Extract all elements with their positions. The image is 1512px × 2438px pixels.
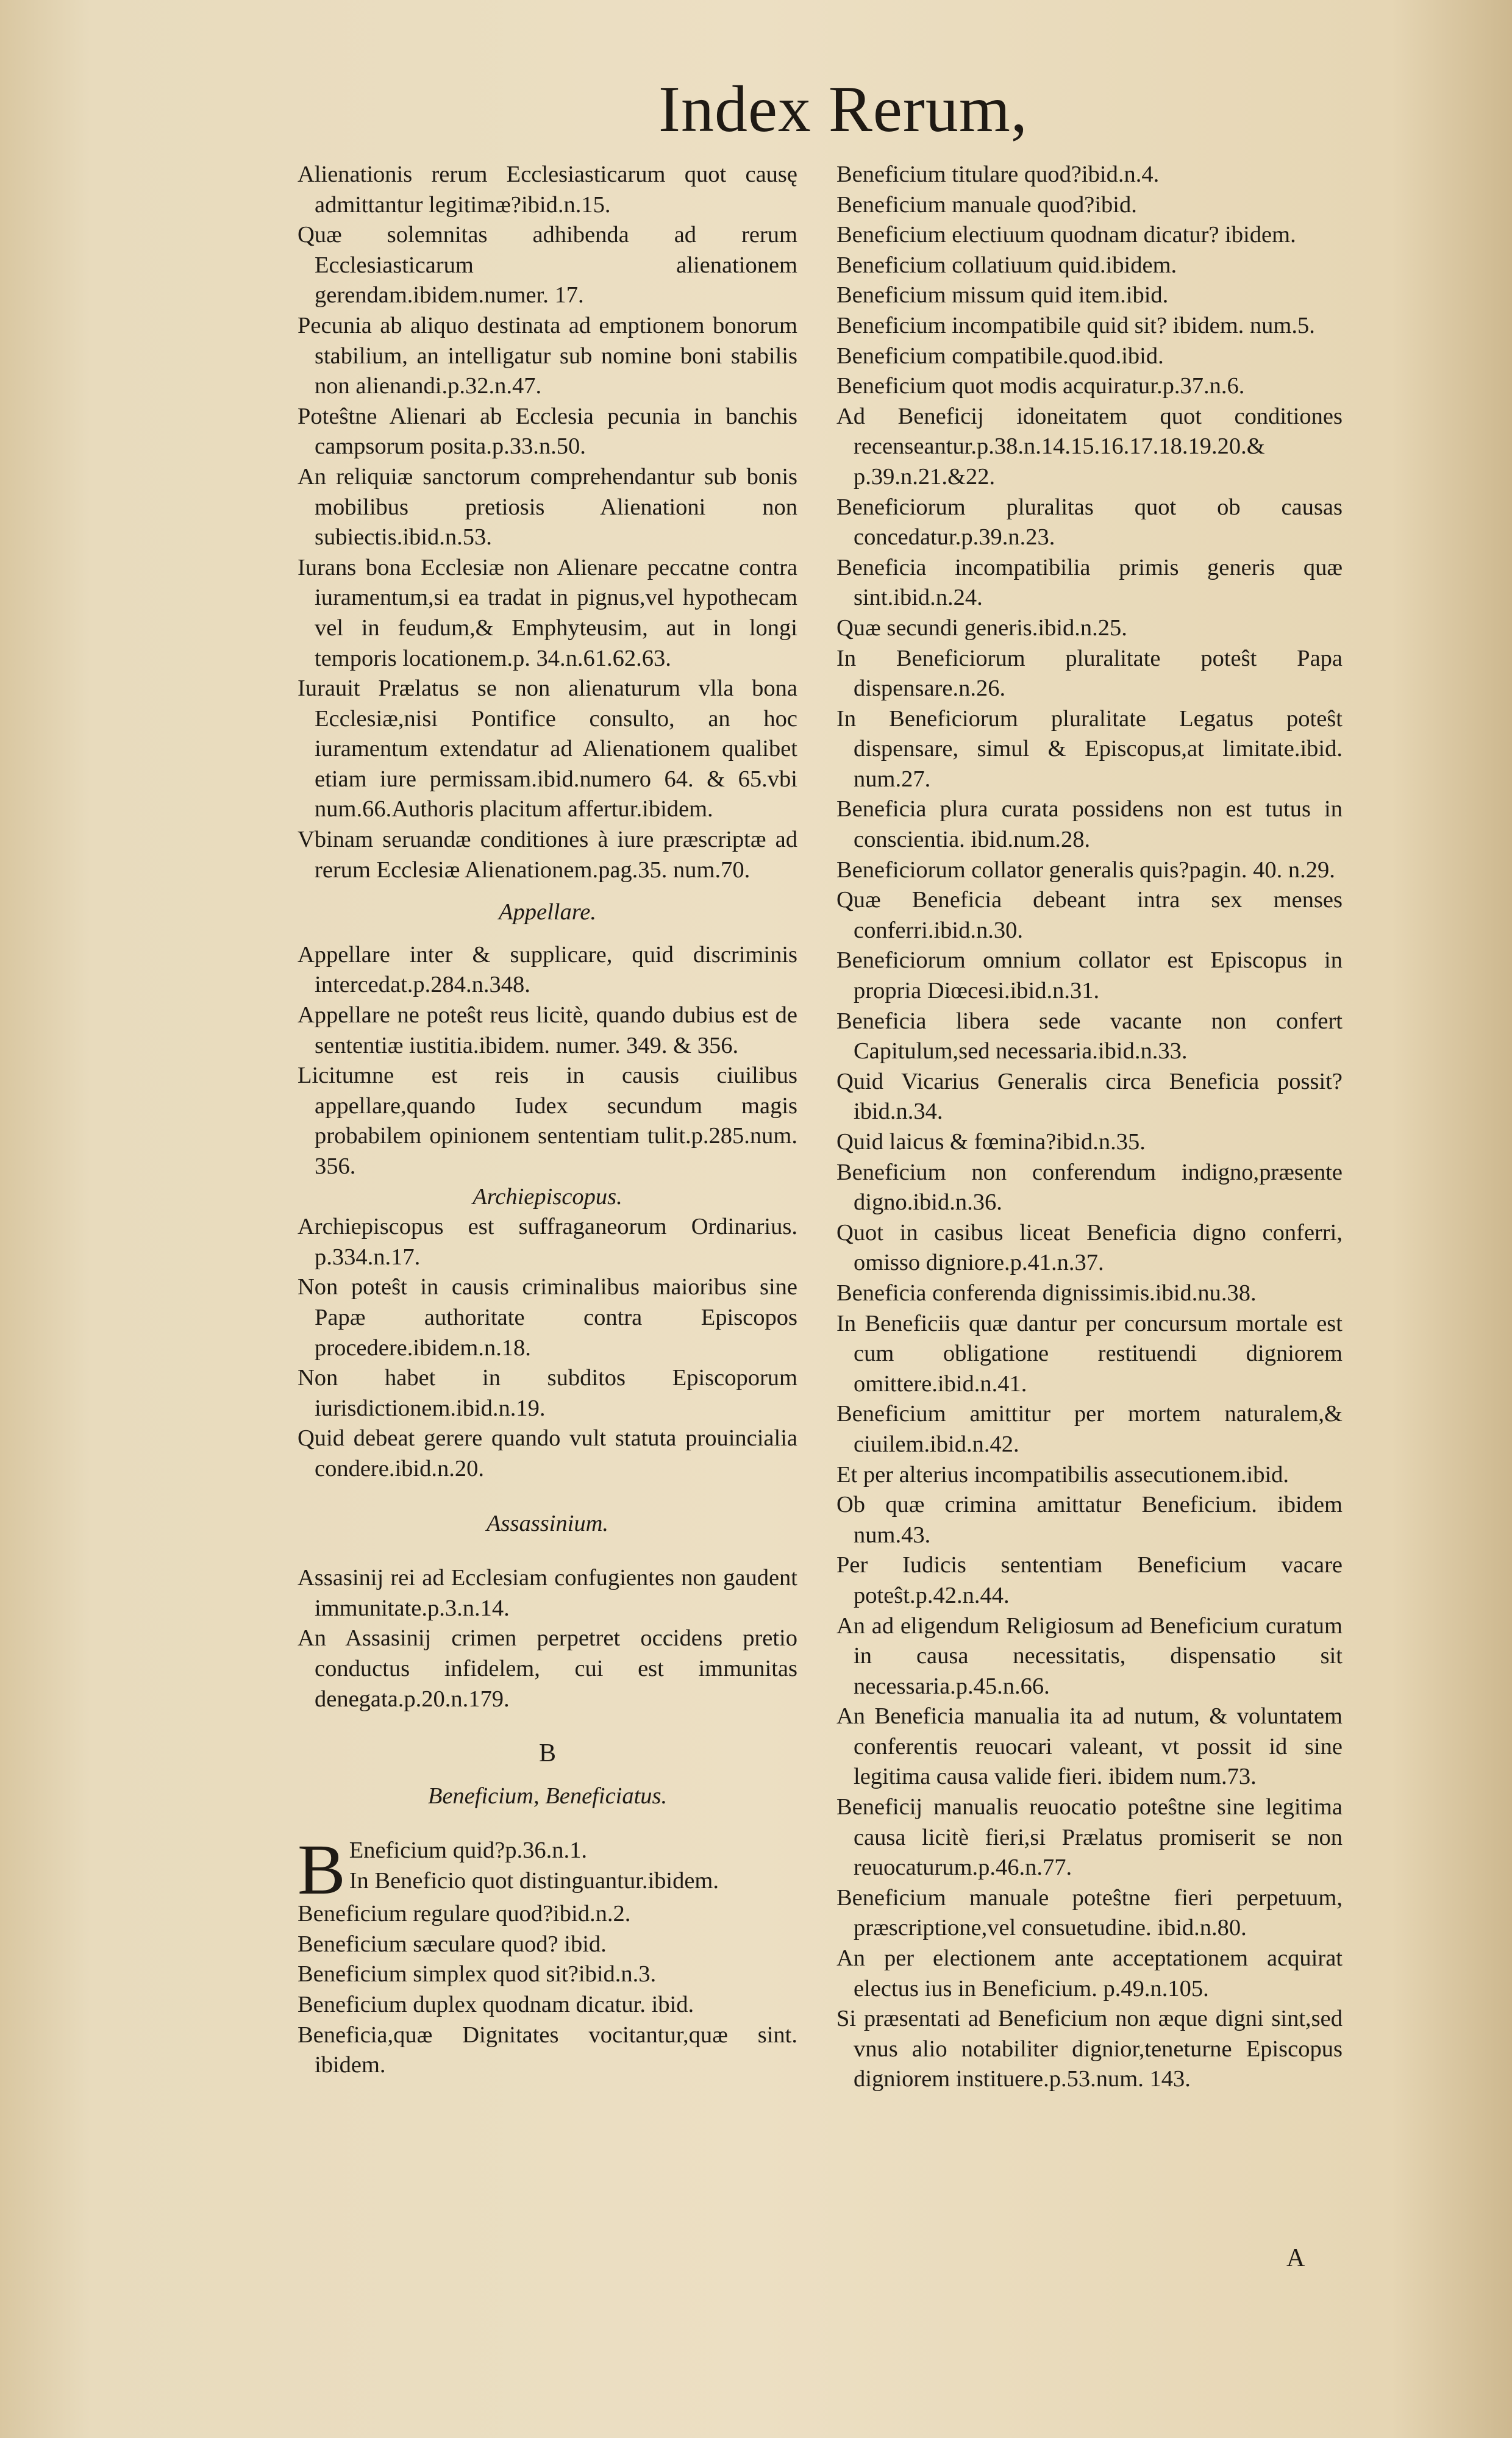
index-entry: Beneficium sæculare quod? ibid. <box>298 1931 607 1957</box>
alienatio-entries <box>298 160 797 885</box>
index-entry: Beneficia libera sede vacante non confert Capitulum,sed necessaria.ibid.n.33. <box>836 1008 1343 1064</box>
index-entry: An ad eligendum Religiosum ad Beneficium curatum in causa necessitatis, dispensatio sit necessaria.p.45.n.66. <box>836 1613 1343 1699</box>
index-entry: Assasinij rei ad Ecclesiam confugientes non gaudent immunitate.p.3.n.14. <box>298 1565 797 1621</box>
index-entry: Non poteŝt in causis criminalibus maioribus sine Papæ authoritate contra Episcopos procedere.ibidem.n.18. <box>298 1274 797 1361</box>
index-entry: Beneficia incompatibilia primis generis quæ sint.ibid.n.24. <box>836 554 1343 611</box>
heading-archiepiscopus: Archiepiscopus. <box>472 1183 622 1210</box>
index-entry: Quæ solemnitas adhibenda ad rerum Ecclesiasticarum alienationem gerendam.ibidem.numer. 17. <box>298 222 797 308</box>
index-entry: Et per alterius incompatibilis assecutionem.ibid. <box>836 1461 1289 1488</box>
archiepiscopus-entries <box>298 1212 797 1484</box>
index-entry: Licitumne est reis in causis ciuilibus appellare,quando Iudex secundum magis probabilem opinionem sententiam tulit.p.285.num. 356. <box>298 1063 797 1179</box>
index-entry: Iurauit Prælatus se non alienaturum vlla bona Ecclesiæ,nisi Pontifice consulto, an hoc iuramentum extendatur ad Alienationem qualibet etiam iure permissam.ibid.numero 64. & 65.vbi num.66.Authoris placitum affertur.ibidem. <box>298 675 797 822</box>
index-entry: Beneficium incompatibile quid sit? ibidem. num.5. <box>836 312 1315 338</box>
index-entry: In Beneficiorum pluralitate poteŝt Papa dispensare.n.26. <box>836 645 1343 702</box>
index-entry: Beneficium compatibile.quod.ibid. <box>836 343 1164 369</box>
index-entry: Quot in casibus liceat Beneficia digno conferri, omisso digniore.p.41.n.37. <box>836 1219 1343 1276</box>
heading-assassinium: Assassinium. <box>486 1510 609 1536</box>
index-entry: Beneficia plura curata possidens non est tutus in conscientia. ibid.num.28. <box>836 796 1343 853</box>
left-column <box>298 160 797 2081</box>
index-entry: Beneficiorum pluralitas quot ob causas concedatur.p.39.n.23. <box>836 494 1343 551</box>
index-entry: Iurans bona Ecclesiæ non Alienare peccatne contra iuramentum,si ea tradat in pignus,vel hypothecam vel in feudum,& Emphyteusim, aut in longi temporis locationem.p. 34.n.61.62.63. <box>298 554 797 671</box>
index-entry: Per Iudicis sententiam Beneficium vacare poteŝt.p.42.n.44. <box>836 1552 1343 1608</box>
index-entry: Beneficium manuale quod?ibid. <box>836 191 1137 218</box>
index-entry: Quæ Beneficia debeant intra sex menses conferri.ibid.n.30. <box>836 887 1343 943</box>
index-entry: Beneficia,quæ Dignitates vocitantur,quæ sint. ibidem. <box>298 2022 797 2078</box>
index-entry: Beneficium collatiuum quid.ibidem. <box>836 252 1177 278</box>
index-entry: Beneficium simplex quod sit?ibid.n.3. <box>298 1961 657 1987</box>
index-entry: Si præsentati ad Beneficium non æque digni sint,sed vnus alio notabiliter dignior,teneturne Episcopus digniorem instituere.p.53.num. 143. <box>836 2006 1343 2092</box>
index-entry: Pecunia ab aliquo destinata ad emptionem bonorum stabilium, an intelligatur sub nomine boni stabilis non alienandi.p.32.n.47. <box>298 312 797 399</box>
beneficium-continued-entries <box>836 160 1343 2095</box>
section-letter-b: B <box>538 1739 556 1768</box>
assassinium-entries <box>298 1563 797 1714</box>
heading-beneficium: Beneficium, Beneficiatus. <box>427 1783 668 1809</box>
index-entry: Beneficiorum omnium collator est Episcopus in propria Diœcesi.ibid.n.31. <box>836 947 1343 1004</box>
index-entry: Ad Beneficij idoneitatem quot conditiones recenseantur.p.38.n.14.15.16.17.18.19.20.& p.39.n.21.&22. <box>836 403 1343 490</box>
index-entry: Quæ secundi generis.ibid.n.25. <box>836 615 1127 641</box>
index-entry: An Beneficia manualia ita ad nutum, & voluntatem conferentis reuocari valeant, vt possit id sine legitima causa valide fieri. ibidem num.73. <box>836 1703 1343 1790</box>
index-entry: Beneficium non conferendum indigno,præsente digno.ibid.n.36. <box>836 1159 1343 1216</box>
index-entry: Alienationis rerum Ecclesiasticarum quot causę admittantur legitimæ?ibid.n.15. <box>298 162 797 218</box>
index-entry: Beneficiorum collator generalis quis?pagin. 40. n.29. <box>836 857 1335 883</box>
index-entry: In Beneficiis quæ dantur per concursum mortale est cum obligatione restituendi digniorem omittere.ibid.n.41. <box>836 1310 1343 1397</box>
index-entry: Poteŝtne Alienari ab Ecclesia pecunia in banchis campsorum posita.p.33.n.50. <box>298 403 797 460</box>
index-entry: An Assasinij crimen perpetret occidens pretio conductus infidelem, cui est immunitas denegata.p.20.n.179. <box>298 1625 797 1712</box>
heading-appellare: Appellare. <box>498 899 596 925</box>
index-entry: Quid laicus & fœmina?ibid.n.35. <box>836 1129 1146 1155</box>
index-entry: Beneficia conferenda dignissimis.ibid.nu.38. <box>836 1280 1257 1306</box>
appellare-entries <box>298 940 797 1182</box>
index-entry: Ob quæ crimina amittatur Beneficium. ibidem num.43. <box>836 1492 1343 1548</box>
page-title: Index Rerum, <box>658 73 1028 146</box>
index-entry: Vbinam seruandæ conditiones à iure præscriptæ ad rerum Ecclesiæ Alienationem.pag.35. num.70. <box>298 827 797 883</box>
drop-cap: B <box>298 1830 346 1910</box>
index-entry: Eneficium quid?p.36.n.1. <box>349 1837 587 1864</box>
index-entry: Beneficium duplex quodnam dicatur. ibid. <box>298 1992 694 2018</box>
index-entry: Beneficium regulare quod?ibid.n.2. <box>298 1901 631 1927</box>
index-entry: Beneficium titulare quod?ibid.n.4. <box>836 162 1160 187</box>
index-entry: Beneficium electiuum quodnam dicatur? ibidem. <box>836 222 1296 248</box>
index-entry: Beneficium missum quid item.ibid. <box>836 282 1169 308</box>
index-entry: Appellare ne poteŝt reus licitè, quando dubius est de sententiæ iustitia.ibidem. numer. 349. & 356. <box>298 1002 797 1058</box>
index-entry: An reliquiæ sanctorum comprehendantur sub bonis mobilibus pretiosis Alienationi non subiectis.ibid.n.53. <box>298 463 797 551</box>
index-entry: An per electionem ante acceptationem acquirat electus ius in Beneficium. p.49.n.105. <box>836 1945 1343 2001</box>
index-entry: Archiepiscopus est suffraganeorum Ordinarius. p.334.n.17. <box>298 1214 797 1270</box>
index-entry: In Beneficiorum pluralitate Legatus poteŝt dispensare, simul & Episcopus,at limitate.ibid. num.27. <box>836 705 1343 792</box>
index-entry: Beneficium amittitur per mortem naturalem,& ciuilem.ibid.n.42. <box>836 1401 1343 1457</box>
index-entry: In Beneficio quot distinguantur.ibidem. <box>349 1867 719 1894</box>
catchword: A <box>1286 2244 1305 2272</box>
right-column <box>836 160 1343 2095</box>
index-entry: Non habet in subditos Episcoporum iurisdictionem.ibid.n.19. <box>298 1365 797 1421</box>
index-entry: Beneficium quot modis acquiratur.p.37.n.6. <box>836 373 1245 399</box>
index-entry: Quid debeat gerere quando vult statuta prouincialia condere.ibid.n.20. <box>298 1425 797 1481</box>
index-entry: Quid Vicarius Generalis circa Beneficia possit? ibid.n.34. <box>836 1068 1343 1125</box>
beneficium-entries <box>298 1899 797 2081</box>
index-entry: Appellare inter & supplicare, quid discriminis intercedat.p.284.n.348. <box>298 941 797 998</box>
beneficium-dropcap-entry <box>298 1830 797 1910</box>
index-entry: Beneficium manuale poteŝtne fieri perpetuum, præscriptione,vel consuetudine. ibid.n.80. <box>836 1884 1343 1941</box>
index-entry: Beneficij manualis reuocatio poteŝtne sine legitima causa licitè fieri,si Prælatus promiserit se non reuocaturum.p.46.n.77. <box>836 1794 1343 1881</box>
